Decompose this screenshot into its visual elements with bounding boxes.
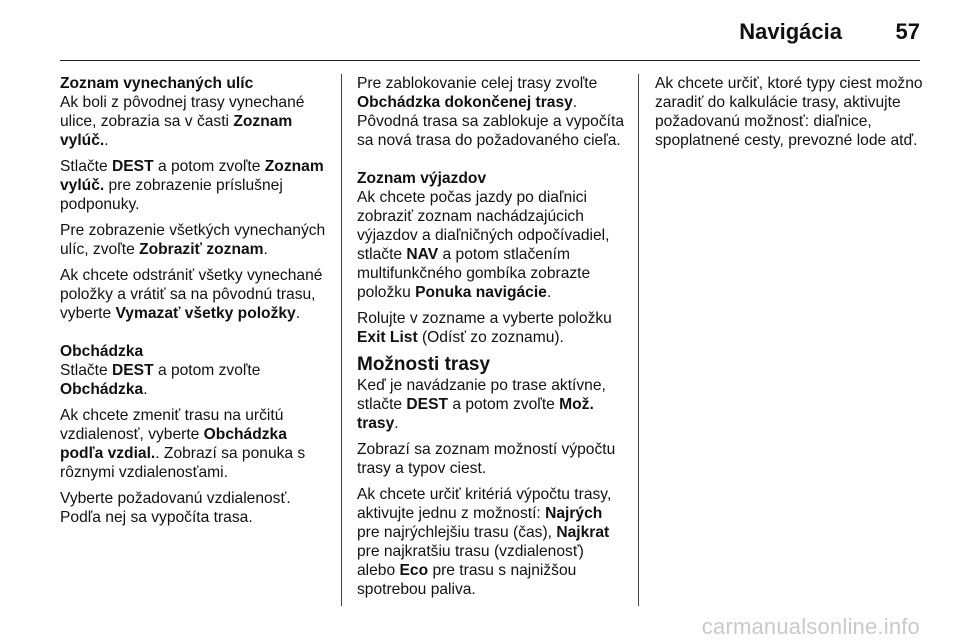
column-1 (60, 74, 328, 534)
section-skipped-streets (60, 74, 328, 150)
option-term: Eco (399, 562, 429, 579)
column-2 (357, 74, 625, 606)
text: . (295, 305, 301, 322)
paragraph (357, 309, 625, 347)
section-heading: Zoznam výjazdov (357, 170, 487, 187)
menu-term: Zoznam vylúč. (60, 158, 324, 194)
page-title: Navigácia (739, 19, 842, 44)
button-term: DEST (406, 396, 448, 413)
paragraph: Vyberte požadovanú vzdialenosť. Podľa nej sa vypočíta trasa. (60, 490, 291, 526)
menu-term: Obchádzka podľa vzdial. (60, 426, 287, 462)
text: . Pôvodná trasa sa zablokuje a vypočíta sa nová trasa do požadovaného cieľa. (357, 94, 624, 149)
text: pre najrýchlejšiu trasu (čas), (357, 524, 557, 541)
section-route-options (357, 354, 625, 433)
column-divider-1 (341, 74, 342, 606)
watermark-text: carmanualsonline.info (701, 614, 920, 639)
section-heading: Zoznam vynechaných ulíc (60, 75, 254, 92)
text: Rolujte v zozname a vyberte položku (357, 310, 612, 327)
text: Ak boli z pôvodnej trasy vynechané ulice, zobrazia sa v časti (60, 94, 305, 130)
subsection-heading: Možnosti trasy (357, 354, 491, 375)
column-divider-2 (638, 74, 639, 606)
header-divider (60, 60, 920, 61)
text: . (143, 381, 148, 398)
text: . Zobrazí sa ponuka s rôznymi vzdialenosťami. (60, 445, 306, 481)
text: a potom zvoľte (153, 362, 261, 379)
text: Ak chcete počas jazdy po diaľnici zobraziť zoznam nachádzajúcich výjazdov a diaľničných odpočívadiel, stlačte (357, 189, 610, 263)
section-detour (60, 342, 328, 399)
text: Ak chcete odstrániť všetky vynechané položky a vrátiť sa na pôvodnú trasu, vyberte (60, 267, 323, 322)
text: Pre zobrazenie všetkých vynechaných ulíc, zvoľte (60, 222, 326, 258)
text: pre najkratšiu trasu (vzdialenosť) alebo (357, 543, 584, 579)
text: a potom zvoľte (448, 396, 560, 413)
section-exit-list (357, 169, 625, 302)
paragraph (60, 266, 328, 323)
text: Stlačte (60, 158, 113, 175)
menu-term: Obchádzka dokončenej trasy (357, 94, 573, 111)
menu-term: Obchádzka (60, 381, 144, 398)
text: Ak chcete určiť kritériá výpočtu trasy, aktivujte jednu z možností: (357, 486, 612, 522)
page-header (0, 0, 960, 60)
menu-term: Zoznam vylúč. (60, 113, 293, 149)
menu-term: Exit List (357, 329, 418, 346)
menu-term: Mož. trasy (357, 396, 594, 432)
text: Pre zablokovanie celej trasy zvoľte (357, 75, 598, 92)
text: . (394, 415, 399, 432)
option-term: Najkrat (556, 524, 610, 541)
button-term: DEST (112, 362, 154, 379)
paragraph (357, 485, 625, 599)
text: . (263, 241, 268, 258)
text: Ak chcete zmeniť trasu na určitú vzdialenosť, vyberte (60, 407, 284, 443)
option-term: Najrých (545, 505, 603, 522)
text: (Odísť zo zoznamu). (417, 329, 564, 346)
text: Keď je navádzanie po trase aktívne, stlačte (357, 377, 606, 413)
page-number: 57 (895, 19, 920, 44)
text: a potom stlačením multifunkčného gombíka zobrazte položku (357, 246, 591, 301)
menu-term: Ponuka navigácie (415, 284, 547, 301)
column-3 (655, 74, 923, 157)
paragraph (60, 406, 328, 482)
paragraph: Ak chcete určiť, ktoré typy ciest možno zaradiť do kalkulácie trasy, aktivujte požadovanú možnosť: diaľnice, spoplatnené cesty, prevozné lode atď. (655, 75, 923, 149)
paragraph: Zobrazí sa zoznam možností výpočtu trasy a typov ciest. (357, 441, 616, 477)
text: pre zobrazenie príslušnej podponuky. (60, 177, 283, 213)
paragraph (60, 157, 328, 214)
text: . (104, 132, 109, 149)
button-term: DEST (112, 158, 154, 175)
button-term: NAV (406, 246, 439, 263)
text: Stlačte (60, 362, 113, 379)
paragraph (357, 74, 625, 150)
menu-term: Vymazať všetky položky (115, 305, 296, 322)
text: pre trasu s najnižšou spotrebou paliva. (357, 562, 577, 598)
section-heading: Obchádzka (60, 343, 144, 360)
paragraph (60, 221, 328, 259)
text: a potom zvoľte (153, 158, 265, 175)
text: . (546, 284, 552, 301)
menu-term: Zobraziť zoznam (139, 241, 264, 258)
